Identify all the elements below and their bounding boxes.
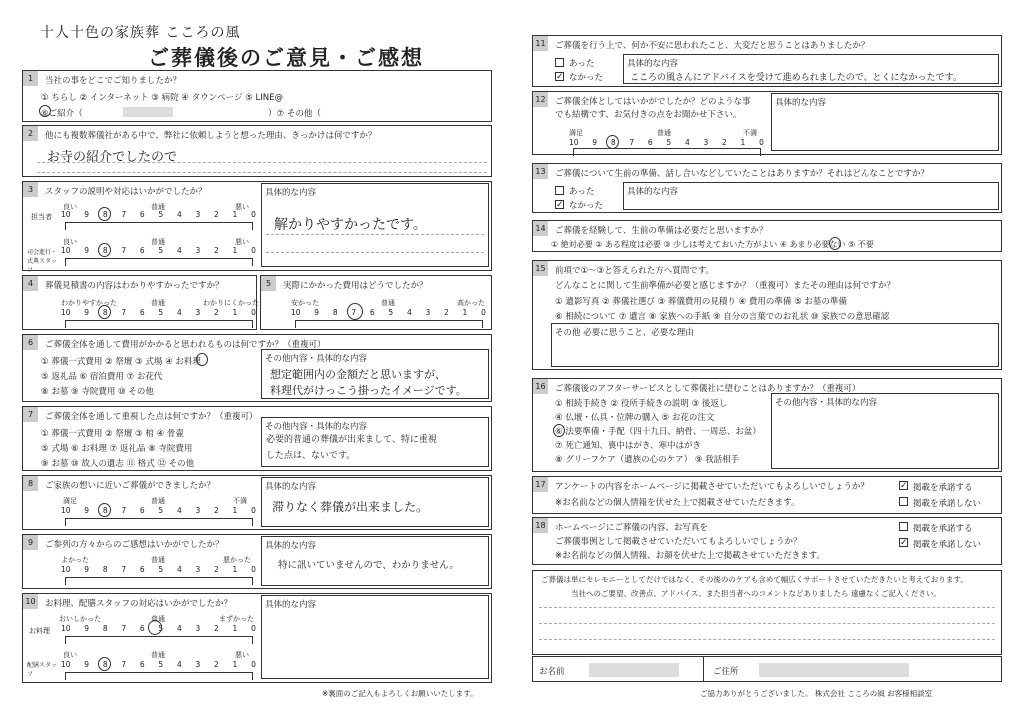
question-4: 葬儀見積書の内容はわかりやすかったですか？ — [45, 281, 224, 291]
options-1c: ）⑦ その他（ — [268, 109, 321, 119]
section-14: 14 ご葬儀を経験して、生前の準備は必要だと思いますか？ ① 絶対必要 ② ある程度は必要 ③ 少しは考えておいた方がよい ④ あまり必要ない ⑤ 不要 — [532, 220, 1002, 252]
question-1: 当社の事をどこでご知りましたか？ — [45, 76, 182, 86]
section-10: 10 お料理、配膳スタッフの対応はいかがでしたか？ おいしかった 普通 まずかった お料理 10 9 8 7 6 5 4 3 2 1 0 良い 普通 悪い 配膳スタッフ 10 9 8 7 6 5 4 3 2 1 0 具体的な内容 — [22, 593, 492, 683]
checkbox-checked: ✓ — [900, 538, 908, 548]
question-6: ご葬儀全体を通して費用がかかると思われるものは何ですか？（重複可） — [45, 340, 326, 350]
question-13: ご葬儀について生前の準備、話し合いなどしていたことはありますか？それはどんなことですか？ — [555, 169, 929, 179]
redacted-referral — [123, 107, 173, 117]
question-17: アンケートの内容をホームページに掲載させていただいてもよろしいでしょうか？ — [555, 482, 869, 492]
answer-mark — [196, 353, 208, 366]
checkbox-checked: ✓ — [900, 481, 908, 491]
section-9: 9 ご参列の方々からのご感想はいかがでしたか？ よかった 普通 悪かった 10 9 8 7 6 5 4 3 2 1 0 具体的な内容 特に訊いていませんので、わかりません。 — [22, 534, 492, 589]
answer-mark — [606, 135, 619, 149]
rating-scale: 10 9 8 7 6 5 4 3 2 1 0 — [61, 624, 256, 633]
handwritten-answer: 想定範囲内の金額だと思いますが、 — [270, 368, 446, 381]
footer-credit: ご協力ありがとうございました。 株式会社 こころの風 お客様相談室 — [700, 689, 933, 698]
name-label: お名前 — [539, 667, 565, 677]
reverse-note: ※裏面のご記入もよろしくお願いいたします。 — [322, 689, 478, 698]
handwritten-answer: 料理代がけっこう掛ったイメージです。 — [270, 384, 467, 397]
rating-scale: 10 9 8 7 6 5 4 3 2 1 0 — [61, 210, 256, 219]
comment-section: ご葬儀は単にセレモニーとしてだけではなく、その後ののケアも含めて幅広くサポートさせていただきたいと考えております。 当社へのご要望、改善点、アドバイス、また担当者へのコメントなどありましたら 遠慮なくご記入ください。 — [532, 570, 1002, 655]
handwritten-answer: こころの風さんにアドバイスを受けて進められましたので、とくになかったです。 — [630, 73, 962, 83]
options-1a: ① ちらし ② インターネット ③ 病院 ④ タウンページ ⑤ LINE@ — [41, 93, 283, 103]
answer-mark — [98, 243, 111, 257]
redacted-name — [589, 663, 679, 677]
question-7: ご葬儀全体を通して重視した点は何ですか？（重複可） — [45, 412, 258, 422]
section-18: 18 ホームページにご葬儀の内容、お写真を ご葬儀事例として掲載させていただいてもよろしいでしょうか？ ※お名前などの個人情報、お顔を伏せた上で掲載させていただきます。 掲載を承諾する ✓ 掲載を承諾しない — [532, 517, 1002, 565]
question-12a: ご葬儀全体としてはいかがでしたか？どのような事 — [555, 97, 751, 107]
question-15b: どんなことに関して生前準備が必要と感じますか？（重複可）またその理由は何ですか？ — [555, 281, 896, 291]
contact-section — [532, 656, 1002, 682]
question-9: ご参列の方々からのご感想はいかがでしたか？ — [45, 540, 224, 550]
question-18a: ホームページにご葬儀の内容、お写真を — [555, 523, 708, 533]
question-16: ご葬儀後のアフターサービスとして葬儀社に望むことはありますか？（重複可） — [555, 384, 861, 394]
question-5: 実際にかかった費用はどうでしたか？ — [283, 281, 428, 291]
checkbox-checked: ✓ — [556, 72, 564, 82]
question-10: お料理、配膳スタッフの対応はいかがでしたか？ — [45, 599, 233, 609]
address-label: ご住所 — [713, 667, 739, 677]
section-8: 8 ご家族の想いに近いご葬儀ができましたか？ 満足 普通 不満 10 9 8 7 6 5 4 3 2 1 0 具体的な内容 滞りなく葬儀が出来ました。 — [22, 475, 492, 530]
section-3: 3 スタッフの説明や対応はいかがでしたか？ 良い 普通 悪い 担当者 10 9 8 7 6 5 4 3 2 1 0 良い 普通 悪い 司会進行・式典スタッフ 10 9 8 7 6 5 4 3 2 1 0 具体的な内容 解かりやすかったです。 — [22, 181, 492, 271]
section-5: 5 実際にかかった費用はどうでしたか？ 安かった 普通 高かった 10 9 8 7 6 5 4 3 2 1 0 — [260, 275, 492, 330]
rating-scale: 10 9 8 7 6 5 4 3 2 1 0 — [569, 138, 764, 147]
question-8: ご家族の想いに近いご葬儀ができましたか？ — [45, 481, 216, 491]
answer-mark — [553, 424, 565, 437]
header-subtitle: 十人十色の家族葬 こころの風 — [40, 25, 241, 41]
section-17: 17 アンケートの内容をホームページに掲載させていただいてもよろしいでしょうか？ ※お名前などの個人情報を伏せた上で掲載させていただきます。 ✓ 掲載を承諾する 掲載を承諾しない — [532, 476, 1002, 514]
question-14: ご葬儀を経験して、生前の準備は必要だと思いますか？ — [555, 226, 768, 236]
section-15: 15 前項で①～③と答えられた方へ質問です。 どんなことに関して生前準備が必要と感じますか？（重複可）またその理由は何ですか？ ① 遺影写真 ② 葬儀社選び ③ 葬儀費用の見積り ④ 費用の準備 ⑤ お墓の準備 ⑥ 相続について ⑦ 遺言 ⑧ 家族への手紙 ⑨ 自分の言葉でのお礼状 ⑩ 家族での意思確認 その他 必要に思うこと、必要な理由 — [532, 260, 1002, 370]
section-13: 13 ご葬儀について生前の準備、話し合いなどしていたことはありますか？それはどんなことですか？ あった ✓ なかった 具体的な内容 — [532, 163, 1002, 213]
rating-scale: 10 9 8 7 6 5 4 3 2 1 0 — [61, 308, 256, 317]
rating-scale: 10 9 8 7 6 5 4 3 2 1 0 — [61, 246, 256, 255]
answer-mark — [98, 657, 111, 671]
handwritten-answer: お寺の紹介でしたので — [47, 150, 178, 165]
answer-mark — [347, 303, 363, 320]
section-12: 12 ご葬儀全体としてはいかがでしたか？どのような事 でも結構です、お気付きの点をお聞かせ下さい。 満足 普通 不満 10 9 8 7 6 5 4 3 2 1 0 具体的な内容 — [532, 91, 1002, 155]
rating-scale: 10 9 8 7 6 5 4 3 2 1 0 — [61, 565, 256, 574]
section-4: 4 葬儀見積書の内容はわかりやすかったですか？ わかりやすかった 普通 わかりにくかった 10 9 8 7 6 5 4 3 2 1 0 — [22, 275, 257, 330]
question-3: スタッフの説明や対応はいかがでしたか？ — [45, 187, 207, 197]
redacted-address — [759, 663, 909, 677]
question-12b: でも結構です、お気付きの点をお聞かせ下さい。 — [555, 110, 742, 120]
handwritten-answer: 解かりやすかったです。 — [274, 217, 427, 233]
rating-scale: 10 9 8 7 6 5 4 3 2 1 0 — [291, 308, 486, 317]
section-6: 6 ご葬儀全体を通して費用がかかると思われるものは何ですか？（重複可） ① 葬儀一式費用 ② 祭壇 ③ 式場 ④ お料理 ⑤ 返礼品 ⑥ 宿泊費用 ⑦ お花代 ⑧ お墓 ⑨ 寺院費用 ⑩ その他 その他内容・具体的な内容 想定範囲内の金額だと思いますが、 料理代がけっこう掛ったイメージです。 — [22, 334, 492, 402]
section-11: 11 ご葬儀を行う上で、何か不安に思われたこと、大変だと思うことはありましたか？ あった ✓ なかった 具体的な内容 こころの風さんにアドバイスを受けて進められましたので、とくになかったです。 — [532, 35, 1002, 87]
section-2: 2 他にも複数葬儀社がある中で、弊社に依頼しようと想った理由、きっかけは何ですか？ お寺の紹介でしたので — [22, 125, 492, 177]
checkbox-checked: ✓ — [556, 200, 564, 210]
question-15a: 前項で①～③と答えられた方へ質問です。 — [555, 266, 715, 276]
section-7: 7 ご葬儀全体を通して重視した点は何ですか？（重複可） ① 葬儀一式費用 ② 祭壇 ③ 棺 ④ 骨壷 ⑤ 式場 ⑥ お料理 ⑦ 返礼品 ⑧ 寺院費用 ⑨ お墓 ⑩ 故人の遺志 ⑪ 格式 ⑫ その他 その他内容・具体的な内容 必要的普通の葬儀が出来まして、特に重視 した点は、ないです。 — [22, 406, 492, 471]
answer-mark — [148, 620, 162, 635]
question-11: ご葬儀を行う上で、何か不安に思われたこと、大変だと思うことはありましたか？ — [555, 41, 870, 51]
answer-mark — [98, 503, 111, 517]
answer-mark — [39, 105, 51, 117]
rating-scale: 10 9 8 7 6 5 4 3 2 1 0 — [61, 506, 256, 515]
handwritten-answer: 滞りなく葬儀が出来ました。 — [272, 500, 429, 514]
question-2: 他にも複数葬儀社がある中で、弊社に依頼しようと想った理由、きっかけは何ですか？ — [45, 131, 377, 141]
section-1: 1 当社の事をどこでご知りましたか？ ① ちらし ② インターネット ③ 病院 ④ タウンページ ⑤ LINE@ ⑥ご紹介（ ）⑦ その他（ — [22, 70, 492, 122]
answer-mark — [829, 237, 841, 250]
handwritten-answer: 必要的普通の葬儀が出来まして、特に重視 — [266, 435, 437, 445]
options-1b: ⑥ご紹介（ — [41, 109, 83, 119]
handwritten-answer: 特に訊いていませんので、わかりません。 — [278, 560, 459, 571]
section-16: 16 ご葬儀後のアフターサービスとして葬儀社に望むことはありますか？（重複可） ① 相続手続き ② 役所手続きの説明 ③ 後返し ④ 仏壇・仏具・位牌の購入 ⑤ お花の注文 ⑥ 法要準備・手配（四十九日、納骨、一周忌、お盆） ⑦ 死亡通知、喪中はがき、寒中はがき ⑧ グリーフケア（遺族の心のケア） ⑨ 我話相手 その他内容・具体的な内容 — [532, 378, 1002, 472]
rating-scale: 10 9 8 7 6 5 4 3 2 1 0 — [61, 660, 256, 669]
handwritten-answer: した点は、ないです。 — [266, 451, 356, 461]
question-18b: ご葬儀事例として掲載させていただいてもよろしいでしょうか？ — [555, 537, 802, 547]
page-title: ご葬儀後のご意見・ご感想 — [148, 46, 424, 70]
answer-mark — [98, 305, 111, 319]
answer-mark — [98, 207, 111, 221]
